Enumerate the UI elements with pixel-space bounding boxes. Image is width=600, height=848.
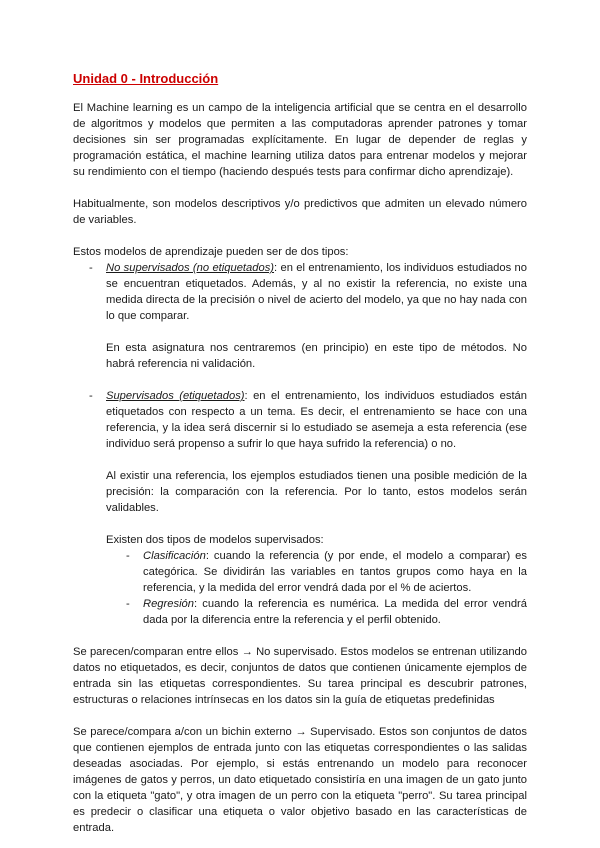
subtypes-intro: Existen dos tipos de modelos supervisados: bbox=[106, 534, 324, 546]
list-item-note: En esta asignatura nos centraremos (en principio) en este tipo de métodos. No habrá referencia ni validación. bbox=[106, 342, 527, 370]
list-bullet: - bbox=[126, 598, 130, 610]
list-item-note: Al existir una referencia, los ejemplos estudiados tienen una posible medición de la precisión: la comparación con la referencia. Por lo tanto, estos modelos serán validables. bbox=[106, 470, 527, 514]
subtype-item-regression bbox=[106, 596, 527, 628]
subtypes-list bbox=[106, 548, 527, 628]
term-supervised: Supervisados (etiquetados) bbox=[106, 390, 245, 402]
list-item-unsupervised bbox=[73, 260, 527, 372]
description-paragraph: Habitualmente, son modelos descriptivos y/o predictivos que admiten un elevado número de variables. bbox=[73, 198, 527, 226]
subtype-text bbox=[143, 596, 527, 628]
list-bullet: - bbox=[126, 550, 130, 562]
term-description: : cuando la referencia (y por ende, el modelo a comparar) es categórica. Se dividirán las variables en tantos grupos como haya en la referencia, y la medida del error vendrá dada por el % de aciertos. bbox=[143, 550, 527, 594]
list-item-text bbox=[106, 388, 527, 452]
types-intro: Estos modelos de aprendizaje pueden ser de dos tipos: bbox=[73, 246, 349, 258]
subtype-item-classification bbox=[106, 548, 527, 596]
term-unsupervised: No supervisados (no etiquetados) bbox=[106, 262, 275, 274]
list-bullet: - bbox=[89, 262, 93, 274]
term-description: : cuando la referencia es numérica. La medida del error vendrá dada por la diferencia entre la referencia y el perfil obtenido. bbox=[143, 598, 527, 626]
list-item-text bbox=[106, 260, 527, 324]
page-title: Unidad 0 - Introducción bbox=[73, 71, 219, 86]
unsupervised-paragraph: Se parecen/comparan entre ellos → No supervisado. Estos modelos se entrenan utilizando datos no etiquetados, es decir, conjuntos de datos que contienen únicamente ejemplos de entrada sin las etiquetas correspondientes. Su tarea principal es descubrir patrones, estructuras o relaciones intrínsecas en los datos sin la guía de etiquetas predefinidas bbox=[73, 646, 527, 706]
intro-paragraph: El Machine learning es un campo de la inteligencia artificial que se centra en el desarrollo de algoritmos y modelos que permiten a las computadoras aprender patrones y tomar decisiones sin ser programadas explícitamente. En lugar de depender de reglas y programación estática, el machine learning utiliza datos para entrenar modelos y mejorar su rendimiento con el tiempo (haciendo después tests para confirmar dicho aprendizaje). bbox=[73, 102, 527, 178]
subtype-text bbox=[143, 548, 527, 596]
term-regression: Regresión bbox=[143, 598, 194, 610]
supervised-paragraph: Se parece/compara a/con un bichin externo → Supervisado. Estos son conjuntos de datos que contienen ejemplos de entrada junto con las etiquetas correspondientes o las salidas deseadas asociadas. Por ejemplo, si estás entrenando un modelo para reconocer imágenes de gatos y perros, un dato etiquetado consistiría en una imagen de un gato junto con la etiqueta "gato", y otra imagen de un perro con la etiqueta "perro". Su tarea principal es predecir o clasificar una etiqueta o valor objetivo basado en las características de entrada. bbox=[73, 726, 527, 834]
list-bullet: - bbox=[89, 390, 93, 402]
document-page bbox=[73, 70, 527, 836]
term-classification: Clasificación bbox=[143, 550, 206, 562]
list-item-supervised bbox=[73, 388, 527, 628]
term-description: : en el entrenamiento, los individuos estudiados no se encuentran etiquetados. Además, y al no existir la referencia, no existe una medida directa de la precisión o nivel de acierto del modelo, ya que no hay nada con lo que comparar. bbox=[106, 262, 527, 322]
term-description: : en el entrenamiento, los individuos estudiados están etiquetados con respecto a un tema. Es decir, el entrenamiento se hace con una referencia, y la idea será discernir si lo estudiado se asemeja a esta referencia (ese individuo será propenso a sufrir lo que haya sufrido la referencia) o no. bbox=[106, 390, 527, 450]
types-list bbox=[73, 260, 527, 628]
